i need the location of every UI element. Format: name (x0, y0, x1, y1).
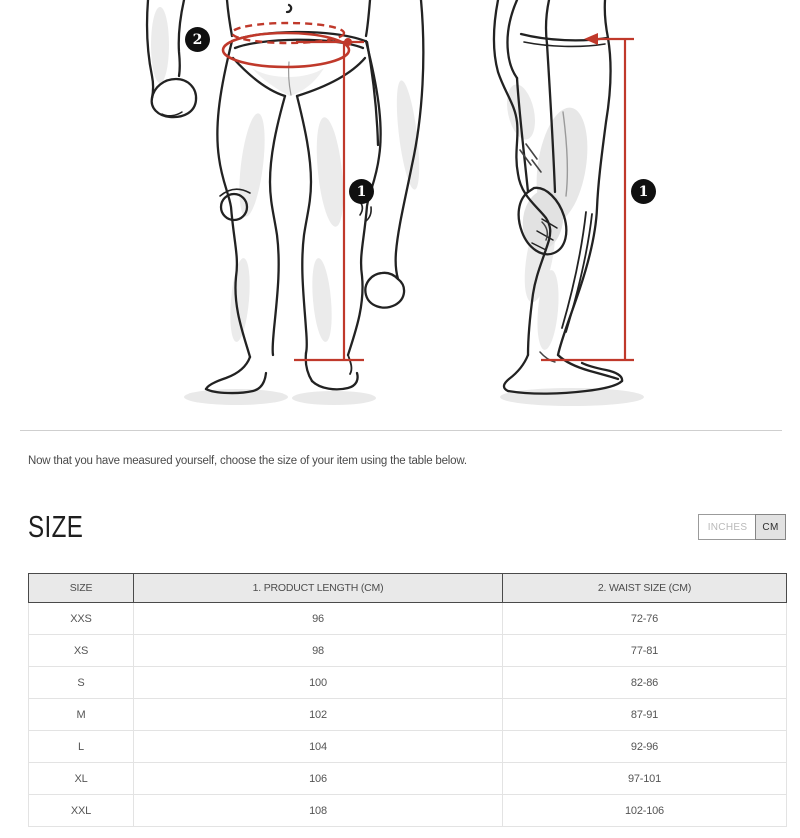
size-table-row (29, 795, 787, 827)
size-table-row (29, 763, 787, 795)
cell-waist-size: 92-96 (503, 731, 787, 763)
cm-toggle-button[interactable]: CM (755, 514, 786, 540)
size-table-row (29, 731, 787, 763)
cell-product-length: 104 (134, 731, 503, 763)
cell-product-length: 108 (134, 795, 503, 827)
measure-instruction-text: Now that you have measured yourself, choose the size of your item using the table below. (28, 455, 467, 467)
cell-waist-size: 102-106 (503, 795, 787, 827)
header-size: SIZE (29, 574, 134, 603)
waist-size-marker: 2 (185, 27, 210, 52)
cell-product-length: 96 (134, 603, 503, 635)
cell-size: M (29, 699, 134, 731)
side-legs-sketch-icon (494, 0, 644, 406)
cell-size: S (29, 667, 134, 699)
section-divider (20, 430, 782, 431)
size-table-row (29, 603, 787, 635)
cell-size: XXL (29, 795, 134, 827)
header-waist-size: 2. WAIST SIZE (CM) (503, 574, 787, 603)
size-table-row (29, 667, 787, 699)
size-table-row (29, 635, 787, 667)
unit-toggle (698, 514, 786, 540)
cell-product-length: 98 (134, 635, 503, 667)
size-table-container (28, 573, 786, 827)
size-table-body (29, 603, 787, 827)
cell-waist-size: 72-76 (503, 603, 787, 635)
cell-size: XS (29, 635, 134, 667)
size-table-row (29, 699, 787, 731)
cell-product-length: 100 (134, 667, 503, 699)
size-table-header-row (29, 574, 787, 603)
cell-size: XL (29, 763, 134, 795)
size-table (28, 573, 787, 827)
front-legs-sketch-icon (147, 0, 424, 405)
cell-size: L (29, 731, 134, 763)
size-section-header (28, 509, 786, 545)
cell-product-length: 102 (134, 699, 503, 731)
header-product-length: 1. PRODUCT LENGTH (CM) (134, 574, 503, 603)
inches-toggle-button[interactable]: INCHES (699, 515, 756, 539)
cell-waist-size: 82-86 (503, 667, 787, 699)
product-length-marker-side: 1 (631, 179, 656, 204)
cell-size: XXS (29, 603, 134, 635)
product-length-marker-front: 1 (349, 179, 374, 204)
size-heading: SIZE (28, 509, 84, 544)
cell-waist-size: 87-91 (503, 699, 787, 731)
cell-product-length: 106 (134, 763, 503, 795)
cell-waist-size: 77-81 (503, 635, 787, 667)
cell-waist-size: 97-101 (503, 763, 787, 795)
